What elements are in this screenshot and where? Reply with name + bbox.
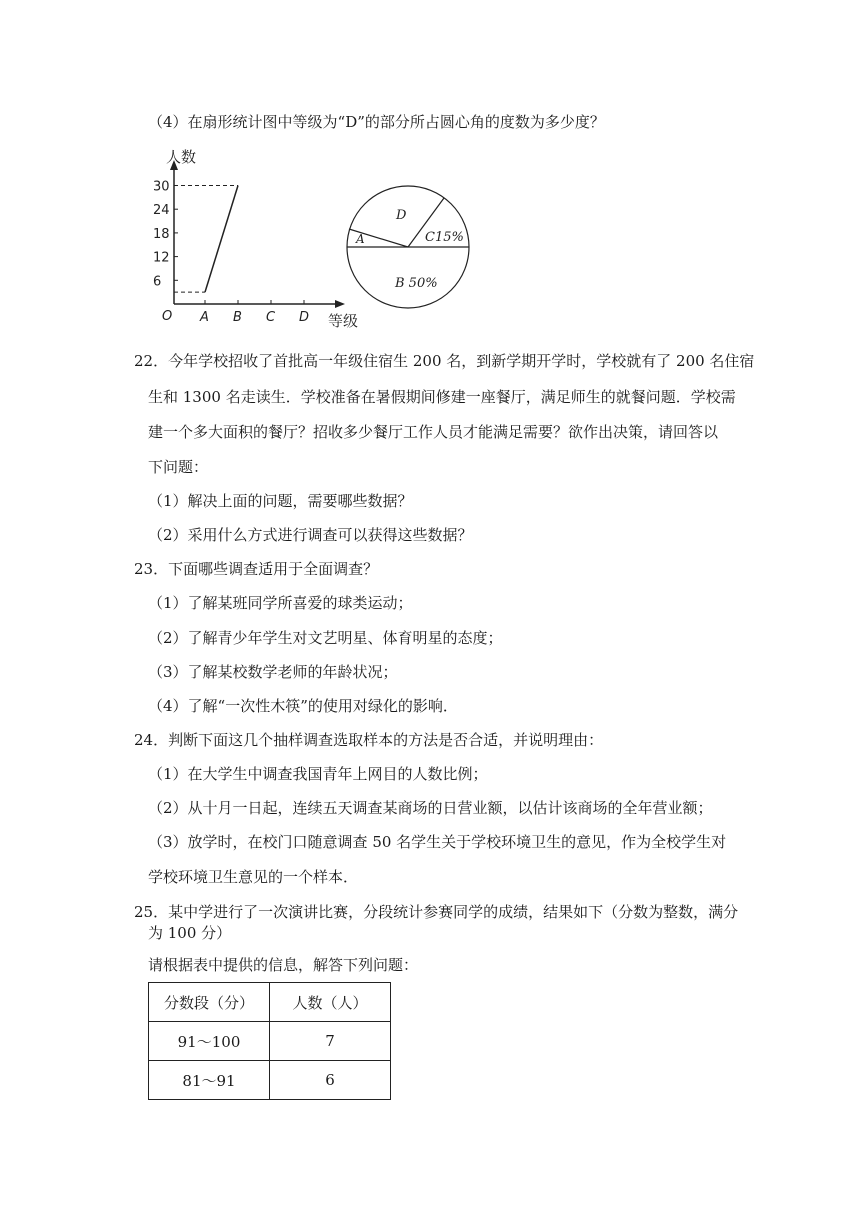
x-tick-label: A — [200, 310, 209, 325]
y-tick-label: 6 — [153, 274, 162, 290]
table-cell: 81～91 — [149, 1061, 270, 1100]
table-cell: 91～100 — [149, 1022, 270, 1061]
table-header-row — [149, 983, 391, 1022]
question-23-stem: 23．下面哪些调查适用于全面调查？ — [134, 560, 379, 578]
score-table — [148, 982, 391, 1100]
y-tick-label: 12 — [153, 250, 170, 266]
table-row — [149, 1022, 391, 1061]
x-axis-arrow — [335, 300, 345, 308]
question-24-part-3: （3）放学时，在校门口随意调查 50 名学生关于学校环境卫生的意见，作为全校学生对 — [148, 833, 727, 851]
question-22-line-4: 下问题： — [148, 458, 209, 476]
pie-chart — [347, 186, 469, 308]
y-tick-label: 18 — [153, 226, 170, 242]
bar-chart — [153, 148, 358, 330]
question-21-part-4: （4）在扇形统计图中等级为“D”的部分所占圆心角的度数为多少度？ — [148, 113, 605, 131]
question-23-part-4: （4）了解“一次性木筷”的使用对绿化的影响． — [148, 697, 458, 715]
question-25-line-1: 25．某中学进行了一次演讲比赛，分段统计参赛同学的成绩，结果如下（分数为整数，满分 — [134, 903, 739, 921]
x-axis-label: 等级 — [328, 312, 359, 330]
pie-label-c: C15% — [425, 230, 464, 245]
x-tick-label: C — [266, 310, 276, 325]
y-tick-label: 30 — [153, 179, 170, 195]
question-23-part-2: （2）了解青少年学生对文艺明星、体育明星的态度； — [148, 629, 503, 647]
question-23-part-1: （1）了解某班同学所喜爱的球类运动； — [148, 594, 413, 612]
series-line — [205, 186, 238, 293]
pie-label-b: B 50% — [395, 276, 438, 291]
question-22-line-2: 生和 1300 名走读生．学校准备在暑假期间修建一座餐厅，满足师生的就餐问题．学校需 — [148, 388, 736, 406]
statistics-figure — [150, 146, 480, 336]
question-22-line-3: 建一个多大面积的餐厅？招收多少餐厅工作人员才能满足需要？欲作出决策，请回答以 — [148, 423, 719, 441]
question-22-part-1: （1）解决上面的问题，需要哪些数据？ — [148, 492, 413, 510]
y-tick-label: 24 — [153, 203, 170, 219]
question-24-stem: 24．判断下面这几个抽样调查选取样本的方法是否合适，并说明理由： — [134, 731, 604, 749]
pie-label-a: A — [356, 232, 365, 246]
question-24-part-3-cont: 学校环境卫生意见的一个样本． — [148, 868, 359, 886]
x-tick-label: D — [299, 310, 310, 325]
question-24-part-2: （2）从十月一日起，连续五天调查某商场的日营业额，以估计该商场的全年营业额； — [148, 799, 713, 817]
table-cell: 7 — [270, 1022, 391, 1061]
question-22-part-2: （2）采用什么方式进行调查可以获得这些数据？ — [148, 526, 473, 544]
table-cell: 6 — [270, 1061, 391, 1100]
question-25-line-2: 为 100 分） — [148, 924, 232, 942]
table-header-cell: 人数（人） — [270, 983, 391, 1022]
question-25-line-3: 请根据表中提供的信息，解答下列问题： — [148, 956, 419, 974]
table-row — [149, 1061, 391, 1100]
pie-label-d: D — [396, 208, 407, 223]
origin-label: O — [162, 309, 173, 324]
question-22-line-1: 22．今年学校招收了首批高一年级住宿生 200 名，到新学期开学时，学校就有了 200 名住宿 — [134, 352, 755, 370]
y-axis-label: 人数 — [166, 148, 197, 166]
x-tick-label: B — [233, 310, 242, 325]
table-header-cell: 分数段（分） — [149, 983, 270, 1022]
question-24-part-1: （1）在大学生中调查我国青年上网目的人数比例； — [148, 765, 488, 783]
question-23-part-3: （3）了解某校数学老师的年龄状况； — [148, 663, 398, 681]
